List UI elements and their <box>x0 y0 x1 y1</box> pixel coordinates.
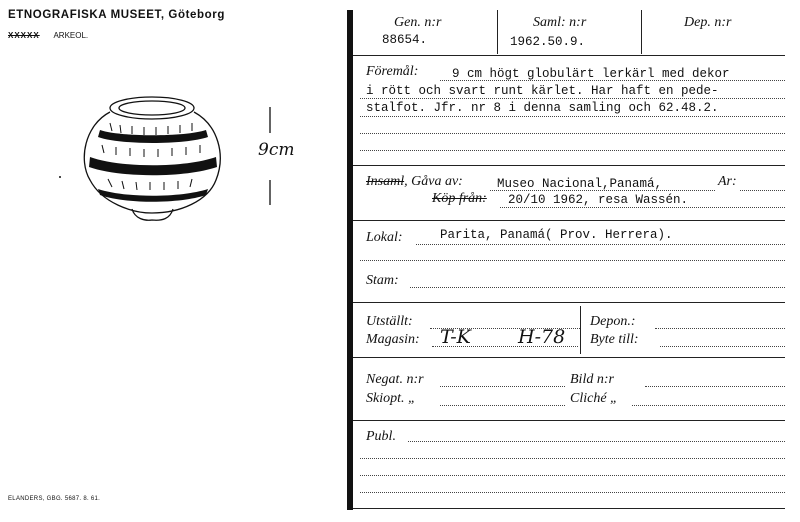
bottom-rule <box>353 508 785 509</box>
utstallt-label: Utställt: <box>366 314 413 329</box>
vessel-band <box>89 157 217 175</box>
stam-label: Stam: <box>366 273 399 288</box>
storage-divider <box>580 306 581 354</box>
lokal-value: Parita, Panamá( Prov. Herrera). <box>440 228 673 242</box>
ruled-line <box>360 458 785 459</box>
foremal-line-3: stalfot. Jfr. nr 8 i denna samling och 62.48.2. <box>366 101 719 115</box>
ar-label: Ar: <box>718 174 737 189</box>
gen-value: 88654. <box>382 33 428 47</box>
gen-label: Gen. n:r <box>394 15 442 30</box>
ruled-line <box>410 287 785 288</box>
magasin-value-1: T-K <box>440 326 471 348</box>
ruled-line <box>360 492 785 493</box>
insaml-struck-label: Insaml <box>366 174 405 189</box>
lokal-label: Lokal: <box>366 230 403 245</box>
ruled-line <box>740 190 785 191</box>
skiopt-label: Skiopt. „ <box>366 391 416 406</box>
ruled-line <box>360 133 785 134</box>
museum-title: ETNOGRAFISKA MUSEET, Göteborg <box>8 9 225 21</box>
ruled-line <box>490 190 715 191</box>
magasin-label: Magasin: <box>366 332 420 347</box>
saml-label: Saml: n:r <box>533 15 587 30</box>
col-divider-1 <box>497 10 498 54</box>
publ-label: Publ. <box>366 429 396 444</box>
section-rule <box>353 165 785 166</box>
gava-label: , Gåva av: <box>404 174 463 189</box>
negat-label: Negat. n:r <box>366 372 424 387</box>
ruled-line <box>655 328 785 329</box>
ruled-line <box>632 405 785 406</box>
kop-label: Köp från: <box>432 191 487 206</box>
ruled-line <box>660 346 785 347</box>
card-divider <box>347 10 353 510</box>
byte-label: Byte till: <box>590 332 639 347</box>
col-divider-2 <box>641 10 642 54</box>
saml-value: 1962.50.9. <box>510 35 586 49</box>
top-row-rule <box>353 55 785 56</box>
department-row <box>8 31 88 40</box>
measurement-label: 9cm <box>258 140 295 160</box>
acquisition-line-1 <box>366 174 463 190</box>
foremal-line-1: 9 cm högt globulärt lerkärl med dekor <box>452 67 730 81</box>
ruled-line <box>360 98 785 99</box>
dep-label: Dep. n:r <box>684 15 732 30</box>
ruled-line <box>360 475 785 476</box>
section-rule <box>353 220 785 221</box>
section-rule <box>353 357 785 358</box>
vessel-drawing <box>40 85 340 235</box>
vessel-rim <box>110 97 194 119</box>
magasin-value-2: H-78 <box>518 326 566 348</box>
cliche-label: Cliché „ <box>570 391 618 406</box>
printer-mark: ELANDERS, GBG. 5687. 8. 61. <box>8 496 101 502</box>
ruled-line <box>360 260 785 261</box>
ruled-line <box>432 346 578 347</box>
depon-label: Depon.: <box>590 314 636 329</box>
ruled-line <box>360 116 785 117</box>
struck-department: XXXXX <box>8 31 40 40</box>
ruled-line <box>440 405 565 406</box>
ruled-line <box>645 386 785 387</box>
foremal-label: Föremål: <box>366 64 419 79</box>
ruled-line <box>500 207 785 208</box>
bild-label: Bild n:r <box>570 372 614 387</box>
department-label: ARKEOL. <box>53 31 89 40</box>
ruled-line <box>360 150 785 151</box>
section-rule <box>353 420 785 421</box>
ruled-line <box>440 80 785 81</box>
section-rule <box>353 302 785 303</box>
ruled-line <box>440 386 565 387</box>
donor-value: Museo Nacional,Panamá, <box>497 177 663 191</box>
ruled-line <box>408 441 785 442</box>
acquisition-date: 20/10 1962, resa Wassén. <box>508 193 689 207</box>
foremal-line-2: i rött och svart runt kärlet. Har haft en pede- <box>366 84 719 98</box>
ruled-line <box>416 244 785 245</box>
